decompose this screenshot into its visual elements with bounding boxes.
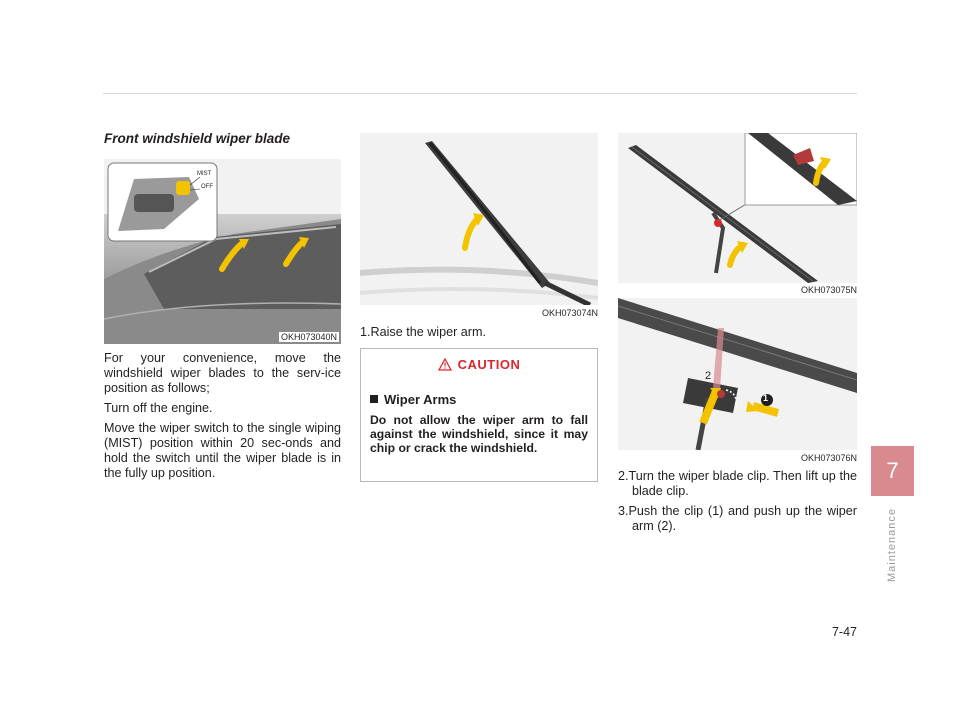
figure-code: OKH073040N	[280, 332, 337, 342]
step-1: 1.Raise the wiper arm.	[360, 325, 486, 339]
figure-blade-clip	[618, 133, 857, 297]
chapter-tab-label	[870, 505, 914, 585]
bullet-square-icon	[370, 395, 378, 403]
steps-2-3	[618, 469, 857, 534]
figure-code: OKH073075N	[800, 285, 857, 295]
paragraph: For your convenience, move the windshield wiper blades to the serv-ice position as follows;	[104, 351, 341, 395]
caution-subheading-text: Wiper Arms	[384, 392, 457, 407]
figure-wiper-switch	[104, 159, 341, 344]
caution-heading: CAUTION	[457, 357, 521, 372]
page-number: 7-47	[831, 625, 857, 639]
figure-code: OKH073076N	[800, 453, 857, 463]
mist-label: MIST	[197, 171, 212, 177]
step-3	[618, 504, 857, 534]
step-2-text: 2.Turn the wiper blade clip. Then lift up the blade clip.	[618, 469, 857, 498]
step-2	[618, 469, 857, 499]
paragraph: Turn off the engine.	[104, 401, 213, 415]
figure-push-clip	[618, 298, 857, 466]
step-3-text: 3.Push the clip (1) and push up the wiper arm (2).	[618, 504, 857, 533]
warning-triangle-icon	[438, 358, 452, 371]
caution-box	[360, 348, 598, 482]
intro-text	[104, 351, 341, 481]
chapter-tab-number: 7	[871, 446, 914, 496]
chapter-label-text: Maintenance	[886, 508, 898, 582]
caution-subheading	[370, 392, 597, 407]
off-label: OFF	[201, 184, 213, 190]
section-title: Front windshield wiper blade	[104, 131, 291, 146]
callout-2: 2	[705, 370, 712, 382]
header-rule	[103, 93, 857, 94]
figure-code: OKH073074N	[541, 308, 598, 318]
paragraph: Move the wiper switch to the single wiping (MIST) position within 20 sec-onds and hold the switch until the wiper blade is in the fully up position.	[104, 421, 341, 480]
figure-raise-wiper-arm	[360, 133, 598, 319]
caution-text: Do not allow the wiper arm to fall against the windshield, since it may chip or crack the windshield.	[370, 413, 588, 455]
caution-header	[361, 357, 597, 372]
callout-1: 1	[763, 393, 769, 403]
